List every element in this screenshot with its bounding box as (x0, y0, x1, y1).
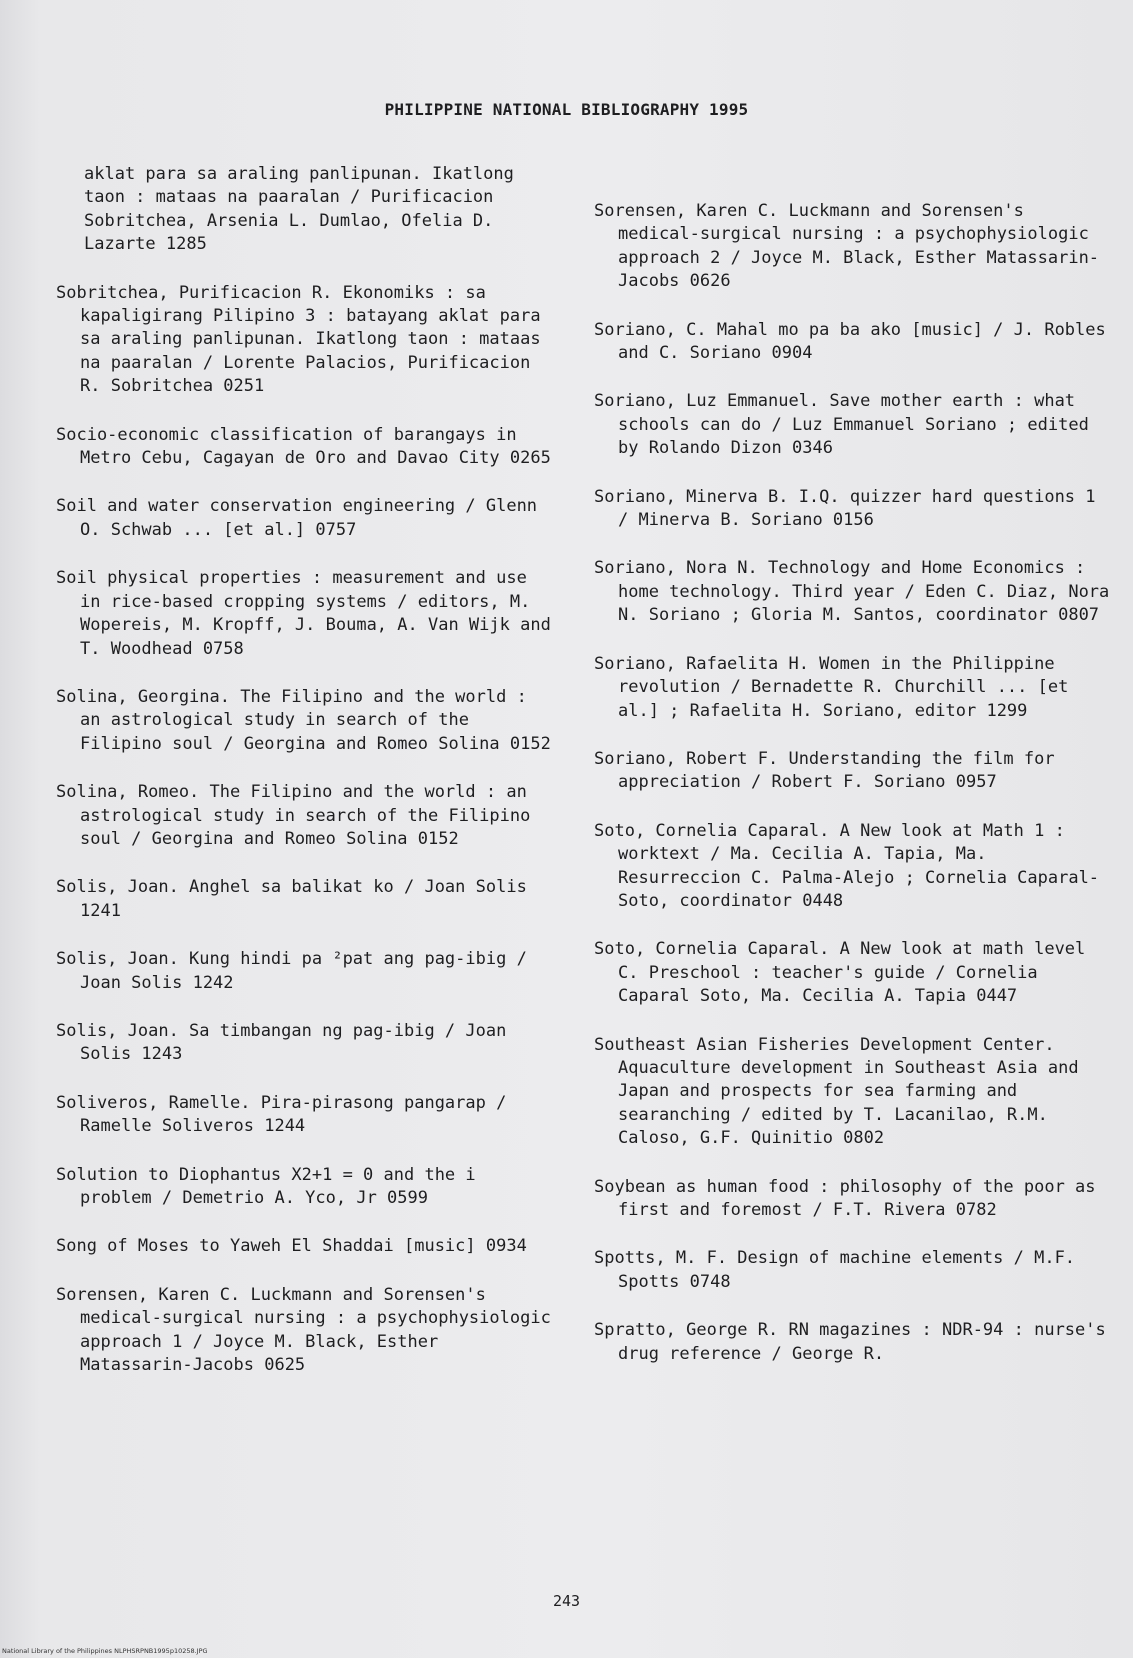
bibliography-entry: Sorensen, Karen C. Luckmann and Sorensen's medical-surgical nursing : a psychophysiologic approach 1 / Joyce M. Black, Esther Matassarin-Jacobs 0625 (56, 1284, 551, 1376)
bibliography-entry: Soil and water conservation engineering / Glenn O. Schwab ... [et al.] 0757 (56, 496, 538, 540)
bibliography-entry: Socio-economic classification of barangays in Metro Cebu, Cagayan de Oro and Davao City 0265 (56, 424, 551, 469)
bibliography-entry: Song of Moses to Yaweh El Shaddai [music] 0934 (56, 1236, 527, 1257)
left-column (56, 163, 556, 1402)
bibliography-entry: Solution to Diophantus X2+1 = 0 and the i problem / Demetrio A. Yco, Jr 0599 (56, 1164, 476, 1208)
page-number: 243 (552, 1592, 581, 1610)
bibliography-entry: Southeast Asian Fisheries Development Center. Aquaculture development in Southeast Asia and Japan and prospects for sea farming and searanching / edited by T. Lacanilao, R.M. Caloso, G.F. Quinitio 0802 (594, 1034, 1079, 1149)
bibliography-entry: Soliveros, Ramelle. Pira-pirasong pangarap / Ramelle Soliveros 1244 (56, 1092, 507, 1137)
bibliography-entry: Sobritchea, Purificacion R. Ekonomiks : sa kapaligirang Pilipino 3 : batayang aklat para sa araling panlipunan. Ikatlong taon : mataas na paaralan / Lorente Palacios, Purificacion R. Sobritchea 0251 (56, 282, 541, 397)
bibliography-entry: Solina, Georgina. The Filipino and the world : an astrological study in search of the Filipino soul / Georgina and Romeo Solina 0152 (56, 686, 551, 754)
bibliography-entry: Soil physical properties : measurement and use in rice-based cropping systems / editors, M. Wopereis, M. Kropff, J. Bouma, A. Van Wijk and T. Woodhead 0758 (56, 568, 551, 659)
bibliography-entry: Sorensen, Karen C. Luckmann and Sorensen's medical-surgical nursing : a psychophysiologic approach 2 / Joyce M. Black, Esther Matassarin-Jacobs 0626 (594, 201, 1100, 292)
bibliography-entry: aklat para sa araling panlipunan. Ikatlong taon : mataas na paaralan / Purificacion Sobritchea, Arsenia L. Dumlao, Ofelia D. Lazarte 1285 (84, 164, 514, 255)
bibliography-entry: Spratto, George R. RN magazines : NDR-94 : nurse's drug reference / George R. (594, 1320, 1106, 1364)
scan-credit: National Library of the Philippines NLPHSRPNB1995p10258.JPG (2, 1647, 208, 1655)
bibliography-entry: Soriano, C. Mahal mo pa ba ako [music] / J. Robles and C. Soriano 0904 (594, 319, 1106, 364)
bibliography-entry: Solis, Joan. Kung hindi pa ²pat ang pag-ibig / Joan Solis 1242 (56, 949, 527, 993)
bibliography-entry: Solina, Romeo. The Filipino and the world : an astrological study in search of the Filipino soul / Georgina and Romeo Solina 0152 (56, 782, 531, 849)
bibliography-entry: Soriano, Luz Emmanuel. Save mother earth : what schools can do / Luz Emmanuel Soriano ; edited by Rolando Dizon 0346 (594, 391, 1089, 459)
bibliography-entry: Spotts, M. F. Design of machine elements / M.F. Spotts 0748 (594, 1248, 1076, 1292)
bibliography-entry: Soto, Cornelia Caparal. A New look at Math 1 : worktext / Ma. Cecilia A. Tapia, Ma. Resurreccion C. Palma-Alejo ; Cornelia Caparal-Soto, coordinator 0448 (594, 820, 1100, 911)
bibliography-entry: Soto, Cornelia Caparal. A New look at math level C. Preschool : teacher's guide / Cornelia Caparal Soto, Ma. Cecilia A. Tapia 0447 (594, 939, 1086, 1007)
page-header: PHILIPPINE NATIONAL BIBLIOGRAPHY 1995 (384, 100, 749, 119)
bibliography-entry: Soybean as human food : philosophy of the poor as first and foremost / F.T. Rivera 0782 (594, 1176, 1096, 1220)
bibliography-entry: Soriano, Robert F. Understanding the film for appreciation / Robert F. Soriano 0957 (594, 748, 1055, 793)
bibliography-entry: Solis, Joan. Anghel sa balikat ko / Joan Solis 1241 (56, 877, 527, 921)
bibliography-entry: Solis, Joan. Sa timbangan ng pag-ibig / Joan Solis 1243 (56, 1020, 507, 1065)
bibliography-entry: Soriano, Rafaelita H. Women in the Philippine revolution / Bernadette R. Churchill ... [et al.] ; Rafaelita H. Soriano, editor 1299 (594, 653, 1069, 721)
bibliography-entry: Soriano, Nora N. Technology and Home Economics : home technology. Third year / Eden C. Diaz, Nora N. Soriano ; Gloria M. Santos, coordinator 0807 (594, 558, 1110, 626)
bibliography-entry: Soriano, Minerva B. I.Q. quizzer hard questions 1 / Minerva B. Soriano 0156 (594, 486, 1096, 531)
right-column (594, 200, 1114, 1391)
